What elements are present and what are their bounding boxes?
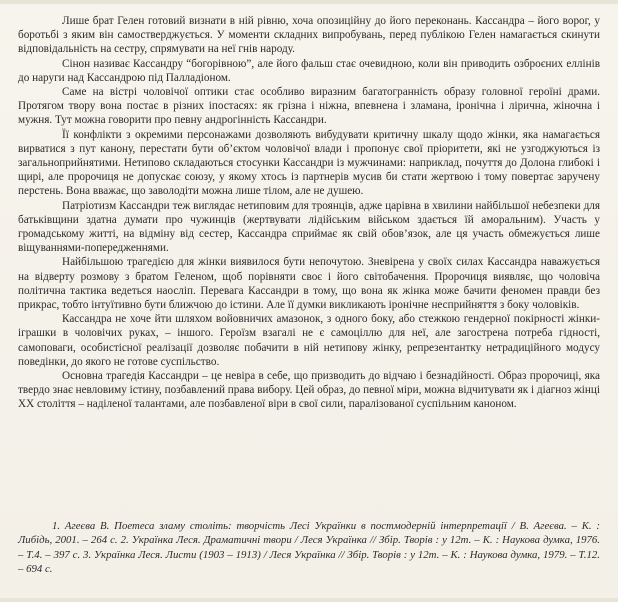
paragraph-4: Її конфлікти з окремими персонажами дозволяють вибудувати критичну шкалу щодо жінки, яка намагається вирватися з пут канону, перестати бути об’єктом чоловічої влади і пропонує свої пріоритети, які не узгоджуються із загальноприйнятими. Нетипово складаються стосунки Кассандри із мужчинами: наприклад, почуття до Долона глибокі і щирі, але пророчиця не допускає союзу, у якому хтось із партнерів мусив би стати жертвою і тому повертає заручену перстень. Вона вважає, що заволодіти можна лише тілом, але не душею. (18, 128, 600, 198)
article-body (18, 14, 600, 412)
paragraph-3: Саме на вістрі чоловічої оптики стає особливо виразним багатогранність образу головної героїні драми. Протягом твору вона постає в різних іпостасях: як грізна і ніжна, впевнена і зламана, іронічна і лірична, жіночна і мужня. Тут можна говорити про певну андрогінність Кассандри. (18, 86, 600, 127)
paragraph-8: Основна трагедія Кассандри – це невіра в себе, що призводить до відчаю і безнадійності. Образ пророчиці, яка твердо знає невловиму істину, позбавлений права вибору. Цей образ, до певної міри, можна відчитувати як і діагноз жінці XX століття – наділеної талантами, але позбавленої віри в свої сили, паралізованої суспільним каноном. (18, 370, 600, 411)
paragraph-1: Лише брат Гелен готовий визнати в ній рівню, хоча опозиційну до його переконань. Кассандра – його ворог, у боротьбі з яким він самостверджується. У моменти складних випробувань, перед публікою Гелен намагається скинути відповідальність на сестру, спрямувати на неї гнів народу. (18, 15, 600, 56)
page-bottom-edge (0, 598, 618, 602)
references-text: 1. Агеєва В. Поетеса зламу століть: творчість Лесі Українки в постмодерній інтерпретації / В. Агеєва. – К. : Либідь, 2001. – 264 с. 2. Українка Леся. Драматичні твори / Леся Українка // Збір. Творів : у 12т. – К. : Наукова думка, 1976. – Т.4. – 397 с. 3. Українка Леся. Листи (1903 – 1913) / Леся Українка // Збір. Творів : у 12т. – К. : Наукова думка, 1979. – Т.12. – 694 с. (18, 520, 600, 576)
paragraph-5: Патріотизм Кассандри теж виглядає нетиповим для троянців, адже царівна в хвилини найбільшої небезпеки для батьківщини здатна думати про чужинців (жертвувати лідійським військом здається їй аморальним). Участь у громадському житті, на відміну від сестер, Кассандра сприймає як свій обов’язок, але ця участь обмежується лише віщуваннями-попередженнями. (18, 199, 600, 255)
references-section (18, 519, 600, 577)
paragraph-2: Сінон називає Кассандру “богорівною”, але його фальш стає очевидною, коли він приводить озброєних еллінів до наруги над Кассандрою під Палладіоном. (18, 57, 600, 84)
page-top-edge (0, 0, 618, 4)
paragraph-7: Кассандра не хоче йти шляхом войовничих амазонок, з одного боку, або стежкою гендерної покірності жінки-іграшки в чоловічих руках, – іншого. Героїзм взагалі не є самоціллю для неї, але загострена потреба гідності, самоповаги, особистісної реалізації дозволяє побачити в ній нетипову жінку, репрезентантку нетрадиційного модусу поведінки, до якого не готове суспільство. (18, 313, 600, 368)
paragraph-6: Найбільшою трагедією для жінки виявилося бути непочутою. Зневірена у своїх силах Кассандра наважується на відверту розмову з братом Геленом, щоб порівняти своє і його світобачення. Пророчиця виявляє, що чоловіча політична тактика ведеться наосліп. Перевага Кассандри в тому, що вона як жінка може бачити феномен правди без прикрас, тобто інтуїтивно бути ближчою до істини. Але її думки викликають іронічне несприйняття з боку чоловіків. (18, 256, 600, 312)
